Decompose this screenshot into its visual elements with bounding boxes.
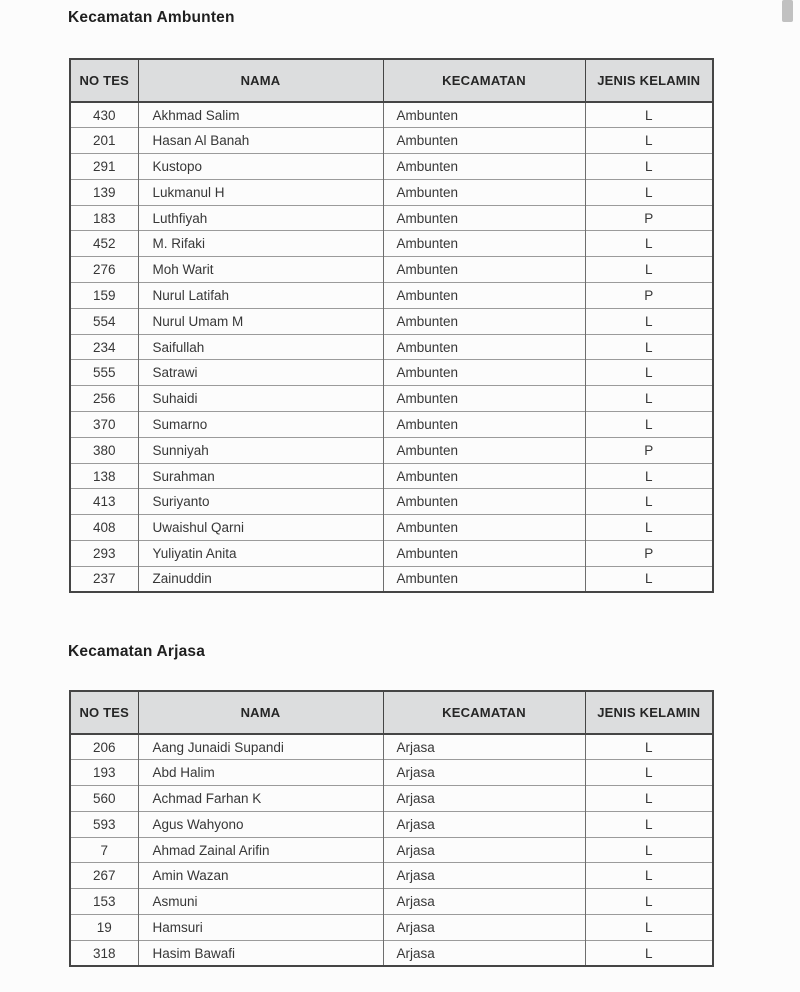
cell-nama: Kustopo xyxy=(138,154,383,180)
cell-jenis-kelamin: L xyxy=(585,760,713,786)
table-row xyxy=(70,386,713,412)
cell-jenis-kelamin: L xyxy=(585,257,713,283)
cell-no-tes: 370 xyxy=(70,412,138,438)
cell-jenis-kelamin: L xyxy=(585,386,713,412)
table-row xyxy=(70,566,713,592)
cell-jenis-kelamin: P xyxy=(585,283,713,309)
cell-nama: Luthfiyah xyxy=(138,205,383,231)
cell-kecamatan: Arjasa xyxy=(383,786,585,812)
table-row xyxy=(70,154,713,180)
cell-no-tes: 201 xyxy=(70,128,138,154)
table-row xyxy=(70,489,713,515)
table-row xyxy=(70,437,713,463)
table-row xyxy=(70,102,713,128)
cell-kecamatan: Ambunten xyxy=(383,437,585,463)
cell-no-tes: 256 xyxy=(70,386,138,412)
column-header-kecamatan: KECAMATAN xyxy=(383,59,585,102)
table-row xyxy=(70,760,713,786)
table-row xyxy=(70,360,713,386)
cell-no-tes: 19 xyxy=(70,915,138,941)
cell-kecamatan: Ambunten xyxy=(383,154,585,180)
table-row xyxy=(70,205,713,231)
cell-nama: Uwaishul Qarni xyxy=(138,515,383,541)
cell-no-tes: 237 xyxy=(70,566,138,592)
cell-jenis-kelamin: L xyxy=(585,179,713,205)
cell-no-tes: 293 xyxy=(70,541,138,567)
cell-jenis-kelamin: L xyxy=(585,102,713,128)
roster-table-ambunten xyxy=(69,58,714,593)
cell-no-tes: 206 xyxy=(70,734,138,760)
table-row xyxy=(70,837,713,863)
cell-nama: Lukmanul H xyxy=(138,179,383,205)
table-header-row xyxy=(70,59,713,102)
column-header-kecamatan: KECAMATAN xyxy=(383,691,585,734)
cell-kecamatan: Ambunten xyxy=(383,386,585,412)
cell-jenis-kelamin: L xyxy=(585,734,713,760)
cell-jenis-kelamin: L xyxy=(585,308,713,334)
cell-nama: Moh Warit xyxy=(138,257,383,283)
cell-kecamatan: Ambunten xyxy=(383,128,585,154)
cell-no-tes: 452 xyxy=(70,231,138,257)
cell-kecamatan: Arjasa xyxy=(383,889,585,915)
cell-kecamatan: Ambunten xyxy=(383,231,585,257)
cell-kecamatan: Arjasa xyxy=(383,915,585,941)
cell-nama: Amin Wazan xyxy=(138,863,383,889)
cell-jenis-kelamin: L xyxy=(585,412,713,438)
section-title-arjasa: Kecamatan Arjasa xyxy=(68,643,206,660)
column-header-no-tes: NO TES xyxy=(70,59,138,102)
table-row xyxy=(70,734,713,760)
cell-kecamatan: Ambunten xyxy=(383,308,585,334)
cell-kecamatan: Ambunten xyxy=(383,463,585,489)
cell-kecamatan: Arjasa xyxy=(383,940,585,966)
cell-nama: Achmad Farhan K xyxy=(138,786,383,812)
column-header-jenis-kelamin: JENIS KELAMIN xyxy=(585,691,713,734)
cell-jenis-kelamin: L xyxy=(585,334,713,360)
cell-jenis-kelamin: L xyxy=(585,154,713,180)
cell-no-tes: 413 xyxy=(70,489,138,515)
cell-kecamatan: Ambunten xyxy=(383,541,585,567)
cell-no-tes: 183 xyxy=(70,205,138,231)
cell-nama: Yuliyatin Anita xyxy=(138,541,383,567)
cell-nama: Nurul Umam M xyxy=(138,308,383,334)
cell-no-tes: 554 xyxy=(70,308,138,334)
cell-nama: Saifullah xyxy=(138,334,383,360)
cell-jenis-kelamin: L xyxy=(585,837,713,863)
table-row xyxy=(70,541,713,567)
cell-no-tes: 593 xyxy=(70,811,138,837)
cell-jenis-kelamin: L xyxy=(585,889,713,915)
table-row xyxy=(70,334,713,360)
cell-jenis-kelamin: P xyxy=(585,437,713,463)
table-row xyxy=(70,257,713,283)
table-row xyxy=(70,231,713,257)
cell-jenis-kelamin: L xyxy=(585,360,713,386)
cell-jenis-kelamin: L xyxy=(585,489,713,515)
cell-kecamatan: Ambunten xyxy=(383,334,585,360)
cell-jenis-kelamin: P xyxy=(585,205,713,231)
table-row xyxy=(70,786,713,812)
cell-no-tes: 138 xyxy=(70,463,138,489)
cell-nama: Suhaidi xyxy=(138,386,383,412)
cell-nama: Sunniyah xyxy=(138,437,383,463)
cell-jenis-kelamin: L xyxy=(585,863,713,889)
cell-kecamatan: Ambunten xyxy=(383,179,585,205)
table-row xyxy=(70,463,713,489)
table-row xyxy=(70,940,713,966)
cell-no-tes: 193 xyxy=(70,760,138,786)
cell-jenis-kelamin: L xyxy=(585,786,713,812)
table-row xyxy=(70,308,713,334)
cell-jenis-kelamin: L xyxy=(585,515,713,541)
table-row xyxy=(70,283,713,309)
section-title-ambunten: Kecamatan Ambunten xyxy=(68,9,235,26)
cell-nama: Asmuni xyxy=(138,889,383,915)
cell-no-tes: 430 xyxy=(70,102,138,128)
cell-nama: Aang Junaidi Supandi xyxy=(138,734,383,760)
roster-table-arjasa xyxy=(69,690,714,967)
cell-kecamatan: Ambunten xyxy=(383,257,585,283)
table-row xyxy=(70,179,713,205)
column-header-nama: NAMA xyxy=(138,59,383,102)
table-row xyxy=(70,412,713,438)
cell-no-tes: 159 xyxy=(70,283,138,309)
cell-kecamatan: Arjasa xyxy=(383,760,585,786)
cell-no-tes: 291 xyxy=(70,154,138,180)
cell-no-tes: 318 xyxy=(70,940,138,966)
cell-jenis-kelamin: L xyxy=(585,811,713,837)
cell-nama: Hasan Al Banah xyxy=(138,128,383,154)
cell-nama: Ahmad Zainal Arifin xyxy=(138,837,383,863)
scrollbar-thumb[interactable] xyxy=(782,0,793,22)
cell-nama: Nurul Latifah xyxy=(138,283,383,309)
cell-kecamatan: Ambunten xyxy=(383,360,585,386)
cell-no-tes: 7 xyxy=(70,837,138,863)
table-row xyxy=(70,515,713,541)
cell-kecamatan: Arjasa xyxy=(383,811,585,837)
table-header-row xyxy=(70,691,713,734)
cell-jenis-kelamin: P xyxy=(585,541,713,567)
cell-nama: Zainuddin xyxy=(138,566,383,592)
cell-no-tes: 560 xyxy=(70,786,138,812)
cell-no-tes: 380 xyxy=(70,437,138,463)
cell-nama: Suriyanto xyxy=(138,489,383,515)
cell-nama: M. Rifaki xyxy=(138,231,383,257)
cell-nama: Hasim Bawafi xyxy=(138,940,383,966)
cell-jenis-kelamin: L xyxy=(585,128,713,154)
cell-nama: Agus Wahyono xyxy=(138,811,383,837)
cell-no-tes: 153 xyxy=(70,889,138,915)
cell-kecamatan: Arjasa xyxy=(383,734,585,760)
cell-nama: Sumarno xyxy=(138,412,383,438)
cell-kecamatan: Ambunten xyxy=(383,412,585,438)
table-row xyxy=(70,811,713,837)
cell-kecamatan: Ambunten xyxy=(383,489,585,515)
cell-no-tes: 234 xyxy=(70,334,138,360)
cell-no-tes: 555 xyxy=(70,360,138,386)
cell-nama: Hamsuri xyxy=(138,915,383,941)
cell-kecamatan: Ambunten xyxy=(383,283,585,309)
table-row xyxy=(70,889,713,915)
table-row xyxy=(70,128,713,154)
cell-no-tes: 267 xyxy=(70,863,138,889)
cell-nama: Surahman xyxy=(138,463,383,489)
cell-jenis-kelamin: L xyxy=(585,231,713,257)
cell-jenis-kelamin: L xyxy=(585,940,713,966)
cell-jenis-kelamin: L xyxy=(585,915,713,941)
cell-jenis-kelamin: L xyxy=(585,566,713,592)
cell-no-tes: 139 xyxy=(70,179,138,205)
cell-nama: Akhmad Salim xyxy=(138,102,383,128)
cell-kecamatan: Ambunten xyxy=(383,102,585,128)
cell-kecamatan: Arjasa xyxy=(383,863,585,889)
cell-jenis-kelamin: L xyxy=(585,463,713,489)
column-header-jenis-kelamin: JENIS KELAMIN xyxy=(585,59,713,102)
cell-kecamatan: Ambunten xyxy=(383,515,585,541)
table-row xyxy=(70,863,713,889)
cell-kecamatan: Ambunten xyxy=(383,205,585,231)
cell-nama: Satrawi xyxy=(138,360,383,386)
column-header-nama: NAMA xyxy=(138,691,383,734)
table-row xyxy=(70,915,713,941)
cell-no-tes: 408 xyxy=(70,515,138,541)
cell-no-tes: 276 xyxy=(70,257,138,283)
column-header-no-tes: NO TES xyxy=(70,691,138,734)
cell-kecamatan: Ambunten xyxy=(383,566,585,592)
cell-nama: Abd Halim xyxy=(138,760,383,786)
cell-kecamatan: Arjasa xyxy=(383,837,585,863)
